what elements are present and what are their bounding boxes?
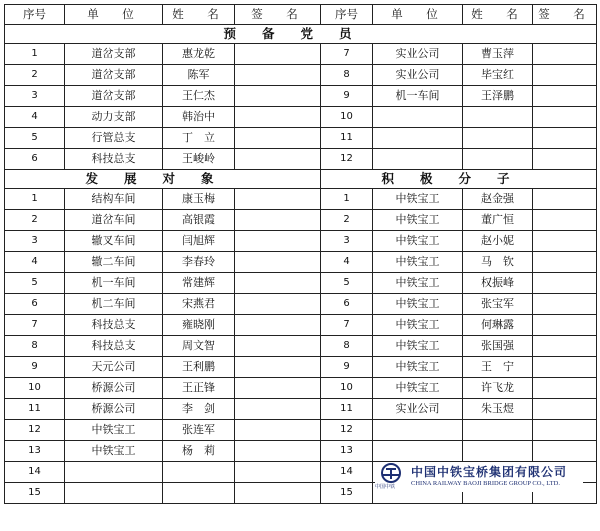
- name-cell-left: 惠龙乾: [163, 44, 235, 65]
- table-row: [5, 273, 597, 294]
- name-cell-right: 张国强: [463, 336, 533, 357]
- signature-cell-right: [533, 294, 597, 315]
- name-cell-right: 董广恒: [463, 210, 533, 231]
- table-row: [5, 210, 597, 231]
- signature-cell-right: [533, 336, 597, 357]
- seq-cell-right: 1: [321, 189, 373, 210]
- signature-cell-right: [533, 128, 597, 149]
- signature-cell-left: [235, 65, 321, 86]
- table-row: [5, 399, 597, 420]
- unit-cell-left: 科技总支: [65, 336, 163, 357]
- seq-cell-left: 1: [5, 44, 65, 65]
- header-unit-left: 单 位: [65, 5, 163, 25]
- signature-cell-left: [235, 399, 321, 420]
- signature-cell-left: [235, 128, 321, 149]
- signature-cell-left: [235, 149, 321, 170]
- seq-cell-left: 6: [5, 294, 65, 315]
- name-cell-left: 李春玲: [163, 252, 235, 273]
- unit-cell-left: 机一车间: [65, 273, 163, 294]
- unit-cell-left: 桥源公司: [65, 399, 163, 420]
- name-cell-left: 张连军: [163, 420, 235, 441]
- header-sign-left: 签 名: [235, 5, 321, 25]
- seq-cell-left: 13: [5, 441, 65, 462]
- unit-cell-left: 桥源公司: [65, 378, 163, 399]
- name-cell-right: [463, 420, 533, 441]
- unit-cell-left: 中铁宝工: [65, 420, 163, 441]
- unit-cell-left: 辙二车间: [65, 252, 163, 273]
- name-cell-right: 何琳露: [463, 315, 533, 336]
- seq-cell-left: 4: [5, 107, 65, 128]
- signature-cell-left: [235, 189, 321, 210]
- header-seq-right: 序号: [321, 5, 373, 25]
- signature-cell-left: [235, 357, 321, 378]
- unit-cell-right: 中铁宝工: [373, 294, 463, 315]
- company-logo: [375, 462, 583, 492]
- unit-cell-right: 中铁宝工: [373, 210, 463, 231]
- unit-cell-right: 中铁宝工: [373, 357, 463, 378]
- signature-cell-right: [533, 315, 597, 336]
- seq-cell-right: 7: [321, 44, 373, 65]
- name-cell-right: 赵金强: [463, 189, 533, 210]
- name-cell-left: [163, 483, 235, 504]
- name-cell-left: 王正锋: [163, 378, 235, 399]
- signature-cell-right: [533, 107, 597, 128]
- unit-cell-right: 中铁宝工: [373, 336, 463, 357]
- seq-cell-right: 12: [321, 149, 373, 170]
- name-cell-left: 王利鹏: [163, 357, 235, 378]
- seq-cell-right: 3: [321, 231, 373, 252]
- name-cell-left: 周文智: [163, 336, 235, 357]
- signature-cell-right: [533, 86, 597, 107]
- unit-cell-right: 实业公司: [373, 44, 463, 65]
- unit-cell-right: 机一车间: [373, 86, 463, 107]
- name-cell-left: 杨 莉: [163, 441, 235, 462]
- signature-cell-left: [235, 44, 321, 65]
- table-row: [5, 378, 597, 399]
- signature-cell-right: [533, 252, 597, 273]
- table-row: [5, 315, 597, 336]
- name-cell-left: 闫旭辉: [163, 231, 235, 252]
- seq-cell-left: 4: [5, 252, 65, 273]
- name-cell-right: 朱玉煜: [463, 399, 533, 420]
- unit-cell-right: 中铁宝工: [373, 189, 463, 210]
- name-cell-right: [463, 128, 533, 149]
- seq-cell-left: 3: [5, 86, 65, 107]
- seq-cell-right: 6: [321, 294, 373, 315]
- seq-cell-right: 9: [321, 357, 373, 378]
- signature-cell-right: [533, 149, 597, 170]
- signature-cell-left: [235, 231, 321, 252]
- seq-cell-right: 5: [321, 273, 373, 294]
- seq-cell-right: 7: [321, 315, 373, 336]
- table-row: [5, 65, 597, 86]
- unit-cell-left: 道岔支部: [65, 65, 163, 86]
- name-cell-left: 王峻岭: [163, 149, 235, 170]
- seq-cell-left: 14: [5, 462, 65, 483]
- unit-cell-left: 辙叉车间: [65, 231, 163, 252]
- seq-cell-left: 2: [5, 210, 65, 231]
- table-row: [5, 357, 597, 378]
- table-row: [5, 252, 597, 273]
- name-cell-left: 陈军: [163, 65, 235, 86]
- section-title-preparatory: 预备党员: [5, 25, 597, 44]
- table-row: [5, 420, 597, 441]
- signature-cell-right: [533, 399, 597, 420]
- unit-cell-right: 实业公司: [373, 399, 463, 420]
- signature-cell-left: [235, 86, 321, 107]
- name-cell-right: [463, 149, 533, 170]
- unit-cell-left: 机二车间: [65, 294, 163, 315]
- section-title-development: 发展对象: [5, 170, 321, 189]
- name-cell-right: 赵小妮: [463, 231, 533, 252]
- seq-cell-right: 8: [321, 336, 373, 357]
- unit-cell-left: [65, 462, 163, 483]
- seq-cell-right: 8: [321, 65, 373, 86]
- name-cell-right: 王泽鹏: [463, 86, 533, 107]
- header-row: [5, 5, 597, 25]
- table-row: [5, 441, 597, 462]
- unit-cell-right: 中铁宝工: [373, 378, 463, 399]
- unit-cell-left: 中铁宝工: [65, 441, 163, 462]
- seq-cell-right: 13: [321, 441, 373, 462]
- logo-company-cn: 中国中铁宝桥集团有限公司: [411, 465, 568, 479]
- signature-cell-left: [235, 294, 321, 315]
- seq-cell-left: 11: [5, 399, 65, 420]
- unit-cell-left: 结构车间: [65, 189, 163, 210]
- table-row: [5, 149, 597, 170]
- unit-cell-left: 动力支部: [65, 107, 163, 128]
- unit-cell-left: 科技总支: [65, 315, 163, 336]
- signature-cell-left: [235, 378, 321, 399]
- header-name-left: 姓 名: [163, 5, 235, 25]
- seq-cell-right: 10: [321, 107, 373, 128]
- name-cell-right: 毕宝红: [463, 65, 533, 86]
- seq-cell-right: 12: [321, 420, 373, 441]
- signature-cell-right: [533, 44, 597, 65]
- name-cell-right: [463, 107, 533, 128]
- header-unit-right: 单 位: [373, 5, 463, 25]
- unit-cell-left: [65, 483, 163, 504]
- name-cell-right: [463, 441, 533, 462]
- name-cell-right: 权振峰: [463, 273, 533, 294]
- seq-cell-left: 8: [5, 336, 65, 357]
- unit-cell-right: 中铁宝工: [373, 315, 463, 336]
- table-row: [5, 107, 597, 128]
- name-cell-left: 高银霞: [163, 210, 235, 231]
- header-name-right: 姓 名: [463, 5, 533, 25]
- table-row: [5, 336, 597, 357]
- signature-cell-right: [533, 189, 597, 210]
- seq-cell-left: 15: [5, 483, 65, 504]
- signature-cell-left: [235, 483, 321, 504]
- name-cell-left: 雍晓刚: [163, 315, 235, 336]
- logo-brand: 中国中铁: [375, 484, 396, 490]
- seq-cell-right: 10: [321, 378, 373, 399]
- seq-cell-left: 2: [5, 65, 65, 86]
- seq-cell-right: 14: [321, 462, 373, 483]
- unit-cell-right: [373, 420, 463, 441]
- signature-cell-left: [235, 107, 321, 128]
- unit-cell-left: 行管总支: [65, 128, 163, 149]
- seq-cell-right: 11: [321, 399, 373, 420]
- signature-cell-right: [533, 273, 597, 294]
- logo-company-en: CHINA RAILWAY BAOJI BRIDGE GROUP CO., LTD.: [411, 480, 560, 487]
- roster-sheet: [4, 4, 597, 504]
- seq-cell-right: 15: [321, 483, 373, 504]
- header-sign-right: 签 名: [533, 5, 597, 25]
- seq-cell-right: 2: [321, 210, 373, 231]
- signature-cell-left: [235, 210, 321, 231]
- name-cell-left: [163, 462, 235, 483]
- name-cell-left: 康玉梅: [163, 189, 235, 210]
- signature-cell-left: [235, 315, 321, 336]
- signature-cell-right: [533, 65, 597, 86]
- seq-cell-left: 7: [5, 315, 65, 336]
- signature-cell-left: [235, 273, 321, 294]
- seq-cell-right: 11: [321, 128, 373, 149]
- name-cell-left: 常建辉: [163, 273, 235, 294]
- signature-cell-right: [533, 210, 597, 231]
- seq-cell-left: 5: [5, 128, 65, 149]
- name-cell-right: 马 钦: [463, 252, 533, 273]
- signature-cell-right: [533, 420, 597, 441]
- signature-cell-left: [235, 336, 321, 357]
- unit-cell-right: [373, 107, 463, 128]
- table-row: [5, 128, 597, 149]
- name-cell-left: 宋燕君: [163, 294, 235, 315]
- unit-cell-right: 中铁宝工: [373, 273, 463, 294]
- signature-cell-left: [235, 420, 321, 441]
- name-cell-left: 王仁杰: [163, 86, 235, 107]
- signature-cell-left: [235, 252, 321, 273]
- section-row-preparatory: [5, 25, 597, 44]
- seq-cell-right: 9: [321, 86, 373, 107]
- unit-cell-left: 道岔支部: [65, 86, 163, 107]
- table-row: [5, 44, 597, 65]
- seq-cell-left: 9: [5, 357, 65, 378]
- seq-cell-left: 3: [5, 231, 65, 252]
- name-cell-right: 张宝军: [463, 294, 533, 315]
- seq-cell-left: 5: [5, 273, 65, 294]
- header-seq-left: 序号: [5, 5, 65, 25]
- name-cell-left: 李 剑: [163, 399, 235, 420]
- unit-cell-right: [373, 149, 463, 170]
- signature-cell-right: [533, 378, 597, 399]
- unit-cell-left: 道岔支部: [65, 44, 163, 65]
- name-cell-right: 王 宁: [463, 357, 533, 378]
- unit-cell-left: 天元公司: [65, 357, 163, 378]
- name-cell-left: 韩治中: [163, 107, 235, 128]
- signature-cell-right: [533, 441, 597, 462]
- unit-cell-right: [373, 128, 463, 149]
- roster-table: [4, 4, 597, 504]
- unit-cell-right: 中铁宝工: [373, 252, 463, 273]
- table-row: [5, 189, 597, 210]
- signature-cell-left: [235, 462, 321, 483]
- unit-cell-right: 实业公司: [373, 65, 463, 86]
- seq-cell-left: 10: [5, 378, 65, 399]
- seq-cell-right: 4: [321, 252, 373, 273]
- section-title-activists: 积极分子: [321, 170, 597, 189]
- unit-cell-right: [373, 441, 463, 462]
- name-cell-right: 许飞龙: [463, 378, 533, 399]
- seq-cell-left: 1: [5, 189, 65, 210]
- roster-body: [5, 5, 597, 504]
- section-row-development-activists: [5, 170, 597, 189]
- table-row: [5, 231, 597, 252]
- signature-cell-left: [235, 441, 321, 462]
- unit-cell-right: 中铁宝工: [373, 231, 463, 252]
- name-cell-right: 曹玉萍: [463, 44, 533, 65]
- unit-cell-left: 道岔车间: [65, 210, 163, 231]
- signature-cell-right: [533, 357, 597, 378]
- table-row: [5, 294, 597, 315]
- table-row: [5, 86, 597, 107]
- signature-cell-right: [533, 231, 597, 252]
- name-cell-left: 丁 立: [163, 128, 235, 149]
- seq-cell-left: 6: [5, 149, 65, 170]
- unit-cell-left: 科技总支: [65, 149, 163, 170]
- seq-cell-left: 12: [5, 420, 65, 441]
